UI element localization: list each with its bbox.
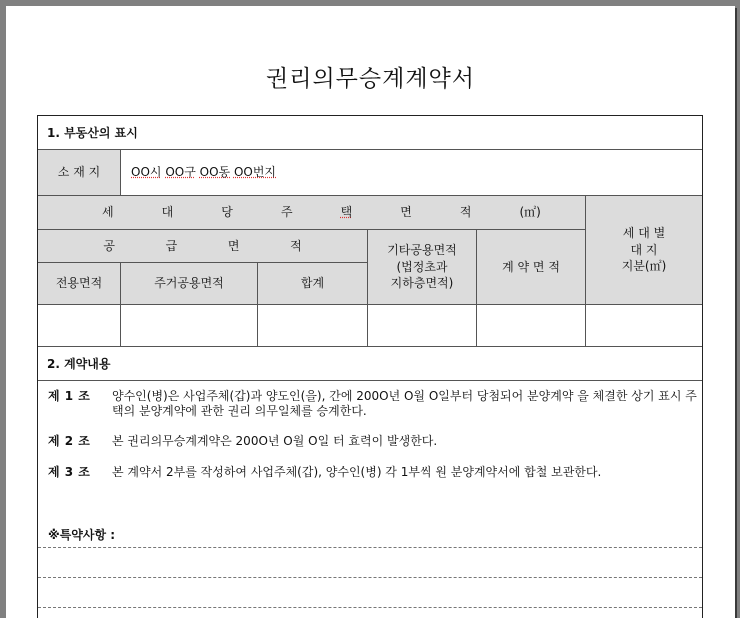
land-share-value: [586, 305, 702, 347]
address-city: OO시: [131, 165, 162, 180]
document-page: [6, 6, 735, 618]
area-header-char: 세: [102, 205, 114, 220]
section2-heading: 2. 계약내용: [38, 347, 702, 381]
land-share-header: 세 대 별 대 지 지분(㎡): [586, 196, 702, 305]
address-district: OO구: [165, 165, 196, 180]
clause-text: 양수인(병)은 사업주체(갑)과 양도인(을), 간에 200O년 O월 O일부터 당첨되어 분양계약 을 체결한 상기 표시 주택의 분양계약에 관한 권리 의무일체를 승계한다.: [112, 389, 697, 418]
area-header-char: 면: [400, 205, 412, 220]
exclusive-area-value: [38, 305, 121, 347]
area-header-char: 주: [280, 205, 293, 220]
supply-area-header: [38, 230, 368, 263]
clause-text: 본 권리의무승계계약은 200O년 O월 O일 터 효력이 발생한다.: [112, 434, 438, 448]
section1-heading: 1. 부동산의 표시: [38, 116, 702, 150]
area-header-char: 대: [161, 205, 174, 220]
area-header-char: 당: [221, 205, 233, 220]
supply-header-char: 급: [165, 238, 178, 253]
address-lot: OO번지: [233, 165, 277, 180]
supply-header-char: 적: [290, 238, 302, 253]
clause-2: [48, 434, 698, 449]
contract-table: [37, 115, 703, 618]
other-common-area-header: 기타공용면적 (법정초과 지하층면적): [368, 230, 477, 305]
supply-header-char: 면: [227, 238, 240, 253]
clause-3: [48, 465, 698, 480]
contract-area-value: [477, 305, 586, 347]
location-address: [121, 150, 702, 196]
total-header: 합계: [258, 263, 368, 305]
clause-1: [48, 389, 698, 419]
clause-label: 제 2 조: [48, 434, 91, 448]
area-header-unit: (㎡): [519, 205, 541, 220]
contract-area-header: 계 약 면 적: [477, 230, 586, 305]
document-title: 권리의무승계계약서: [266, 66, 475, 92]
clause-label: 제 1 조: [48, 389, 91, 403]
special-terms-label: ※특약사항 :: [48, 528, 116, 542]
clause-label: 제 3 조: [48, 465, 91, 479]
dashed-line: [38, 607, 702, 608]
address-dong: OO동: [199, 165, 231, 180]
area-header-char: 적: [459, 205, 472, 220]
residential-common-header: 주거공용면적: [121, 263, 258, 305]
total-value: [258, 305, 368, 347]
area-header-char: 택: [340, 205, 353, 220]
clause-text: 본 계약서 2부를 작성하여 사업주체(갑), 양수인(병) 각 1부씩 원 분양계약서에 합철 보관한다.: [112, 465, 602, 479]
residential-common-value: [121, 305, 258, 347]
supply-header-char: 공: [103, 238, 115, 253]
exclusive-area-header: 전용면적: [38, 263, 121, 305]
dashed-line: [38, 547, 702, 548]
location-label: 소 재 지: [38, 150, 121, 196]
household-area-header: [38, 196, 586, 230]
dashed-line: [38, 577, 702, 578]
other-common-value: [368, 305, 477, 347]
